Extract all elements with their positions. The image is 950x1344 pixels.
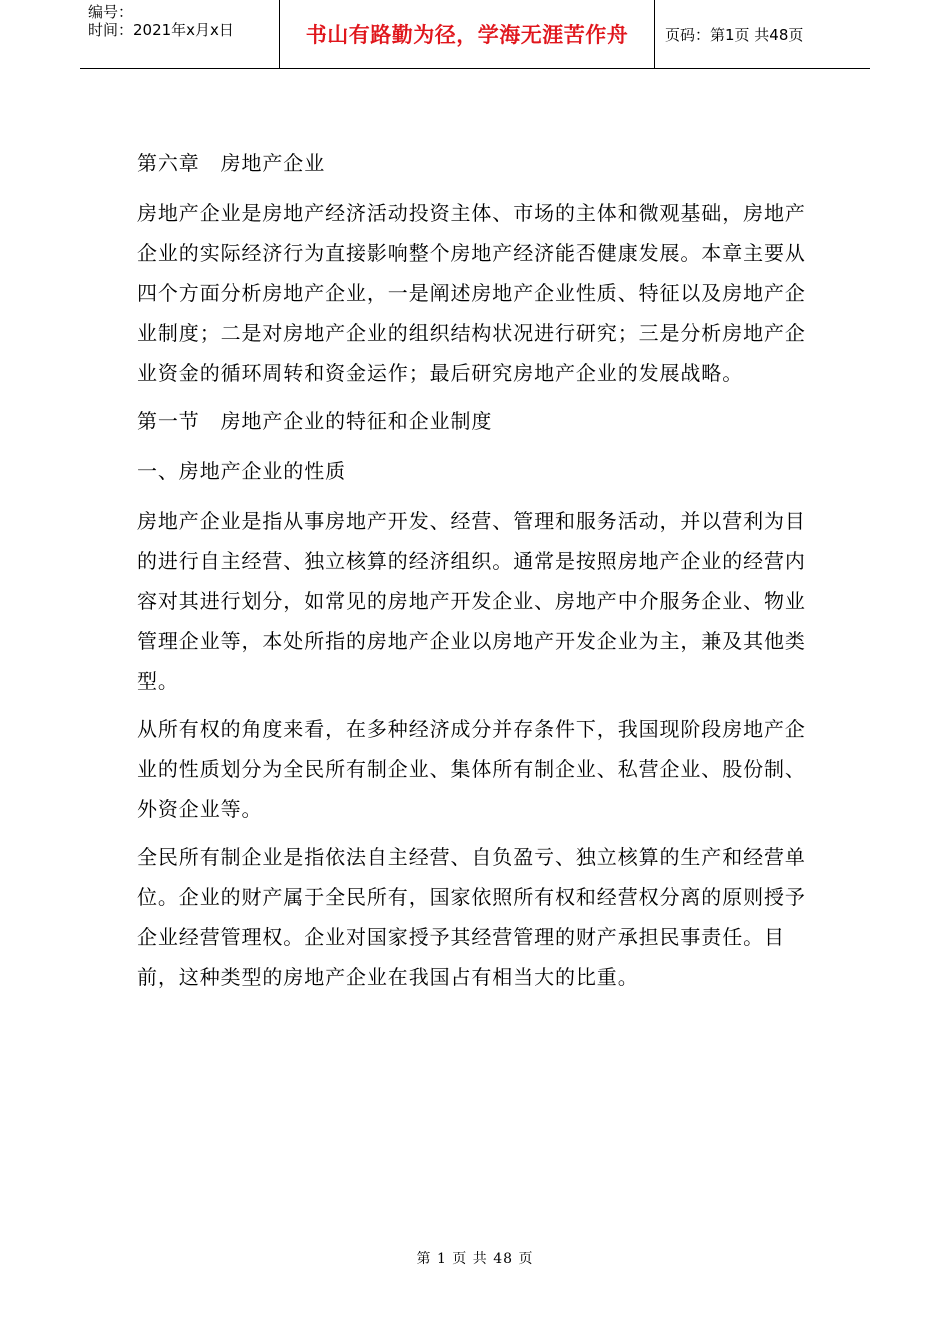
paragraph-intro: 房地产企业是房地产经济活动投资主体、市场的主体和微观基础，房地产企业的实际经济行为直接影响整个房地产经济能否健康发展。本章主要从四个方面分析房地产企业，一是阐述房地产企业性质、特征以及房地产企业制度；二是对房地产企业的组织结构状况进行研究；三是分析房地产企业资金的循环周转和资金运作；最后研究房地产企业的发展战略。: [137, 201, 806, 385]
paragraph-state-owned: 全民所有制企业是指依法自主经营、自负盈亏、独立核算的生产和经营单位。企业的财产属于全民所有，国家依照所有权和经营权分离的原则授予企业经营管理权。企业对国家授予其经营管理的财产承担民事责任。目前，这种类型的房地产企业在我国占有相当大的比重。: [137, 845, 806, 989]
serial-label: 编号：: [88, 3, 134, 21]
paragraph-ownership: 从所有权的角度来看，在多种经济成分并存条件下，我国现阶段房地产企业的性质划分为全民所有制企业、集体所有制企业、私营企业、股份制、外资企业等。: [137, 717, 806, 821]
document-body: [137, 143, 817, 1005]
date-label: 时间：2021年x月x日: [88, 21, 234, 39]
subsection-title: 一、房地产企业的性质: [137, 459, 346, 483]
chapter-title: 第六章 房地产企业: [137, 151, 326, 175]
section-title: 第一节 房地产企业的特征和企业制度: [137, 409, 493, 433]
header-motto: 书山有路勤为径，学海无涯苦作舟: [280, 0, 655, 68]
header-meta: [80, 0, 280, 68]
page-footer: 第 1 页 共 48 页: [416, 1251, 534, 1267]
page-header: [80, 0, 870, 69]
paragraph-definition: 房地产企业是指从事房地产开发、经营、管理和服务活动，并以营利为目的进行自主经营、独立核算的经济组织。通常是按照房地产企业的经营内容对其进行划分，如常见的房地产开发企业、房地产中介服务企业、物业管理企业等，本处所指的房地产企业以房地产开发企业为主，兼及其他类型。: [137, 509, 806, 693]
header-page-info: 页码：第1页 共48页: [665, 25, 804, 44]
